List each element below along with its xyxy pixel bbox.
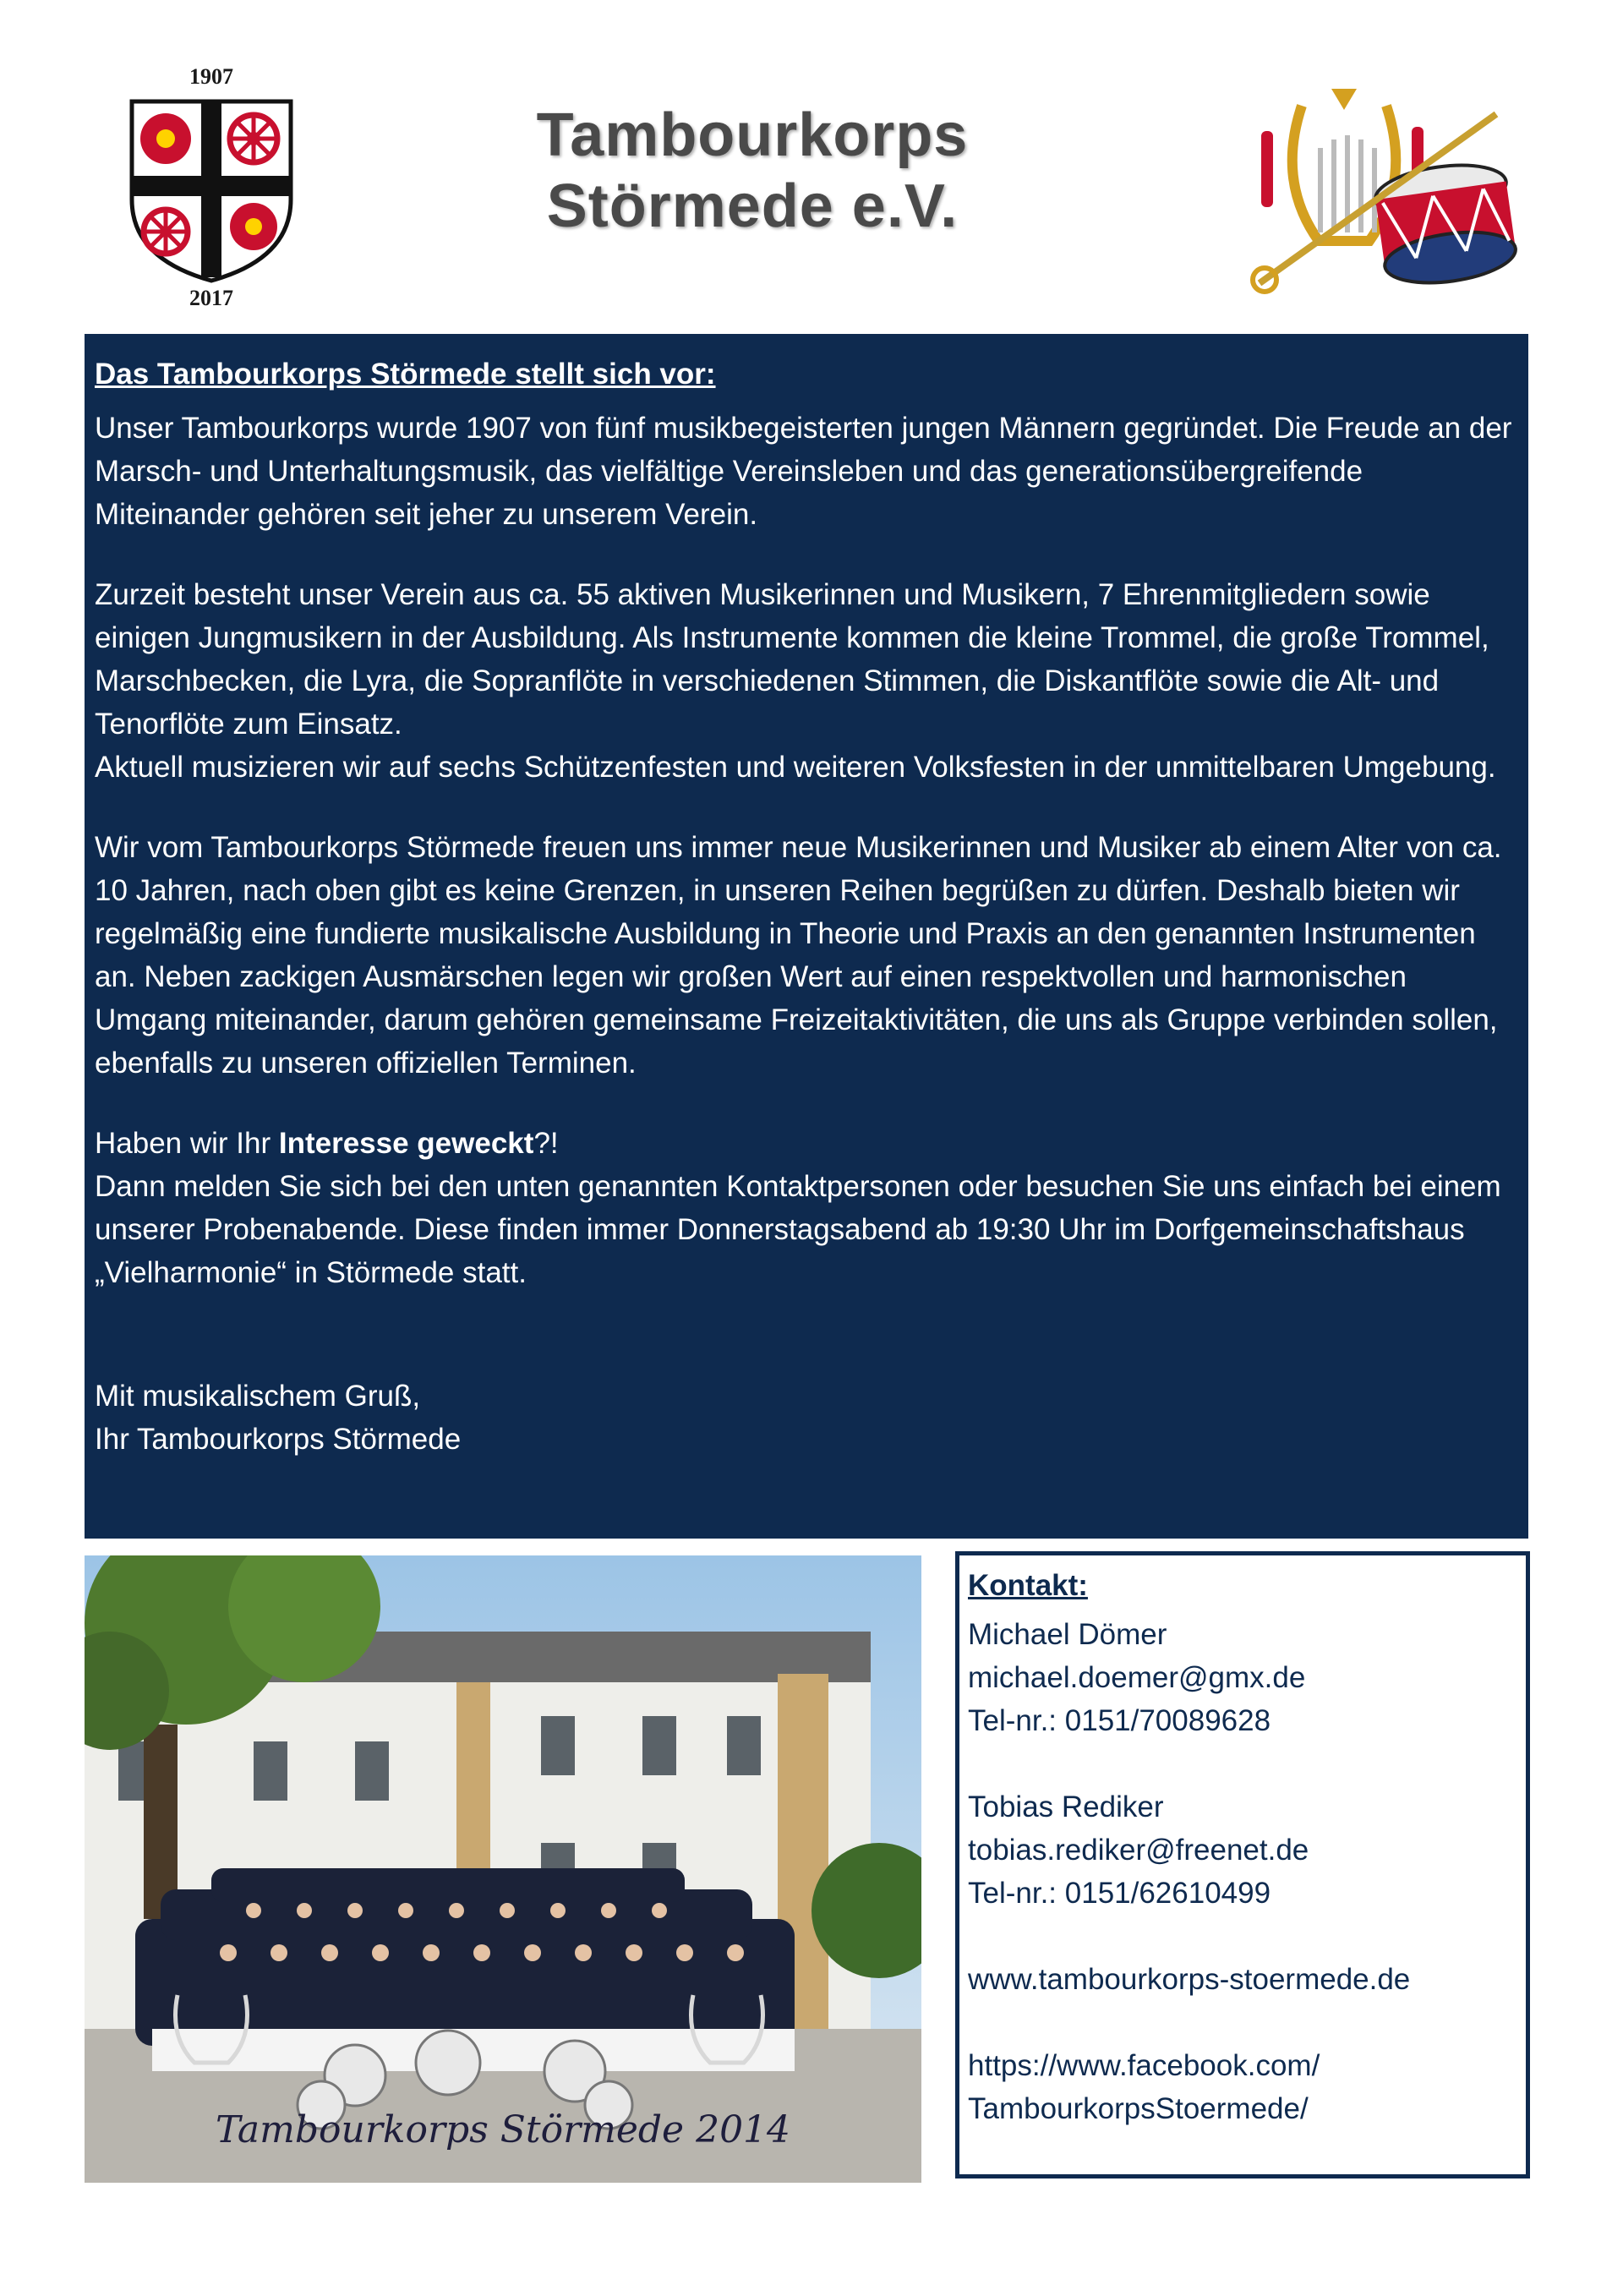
contact-person2-name: Tobias Rediker: [968, 1790, 1164, 1823]
coat-of-arms: [127, 59, 296, 313]
title-line-2: Störmede e.V.: [546, 172, 959, 240]
contact-website-link[interactable]: www.tambourkorps-stoermede.de: [968, 1963, 1411, 1996]
intro-paragraph-5: Dann melden Sie sich bei den unten genannten Kontaktpersonen oder besuchen Sie uns einfach bei einem unserer Probenabende. Diese finden immer Donnerstagsabend ab 19:30 Uhr im Dorfgemeinschaftshaus „Vielharmonie“ in Störmede statt.: [95, 1170, 1501, 1289]
contact-person1-phone: Tel-nr.: 0151/70089628: [968, 1704, 1271, 1737]
group-photo: [85, 1555, 921, 2183]
intro-paragraph-2b: Aktuell musizieren wir auf sechs Schützenfesten und weiteren Volksfesten in der unmittelbaren Umgebung.: [95, 751, 1496, 784]
shield-icon: [127, 98, 296, 284]
intro-p4-post: ?!: [533, 1127, 559, 1160]
photo-caption: Tambourkorps Störmede 2014: [215, 2108, 791, 2151]
intro-section: [85, 334, 1528, 1539]
contact-person2-phone: Tel-nr.: 0151/62610499: [968, 1877, 1271, 1910]
lyra-drum-emblem-icon: [1243, 80, 1522, 309]
contact-facebook-link-line-1[interactable]: https://www.facebook.com/: [968, 2049, 1320, 2082]
intro-heading: Das Tambourkorps Störmede stellt sich vor:: [95, 358, 716, 391]
page-title: [448, 100, 1057, 242]
intro-paragraph-2a: Zurzeit besteht unser Verein aus ca. 55 aktiven Musikerinnen und Musikern, 7 Ehrenmitgliedern sowie einigen Jungmusikern in der Ausbildung. Als Instrumente kommen die kleine Trommel, die große Trommel, Marschbecken, die Lyra, die Sopranflöte in verschiedenen Stimmen, die Diskantflöte sowie die Alt- und Tenorflöte zum Einsatz.: [95, 578, 1489, 741]
intro-paragraph-3: Wir vom Tambourkorps Störmede freuen uns immer neue Musikerinnen und Musiker ab einem Alter von ca. 10 Jahren, nach oben gibt es keine Grenzen, in unseren Reihen begrüßen zu dürfen. Deshalb bieten wir regelmäßig eine fundierte musikalische Ausbildung in Theorie und Praxis an den genannten Instrumenten an. Neben zackigen Ausmärschen legen wir großen Wert auf einen respektvollen und harmonischen Umgang miteinander, darum gehören gemeinsame Freizeitaktivitäten, die uns als Gruppe verbinden sollen, ebenfalls zu unseren offiziellen Terminen.: [95, 831, 1502, 1080]
title-line-1: Tambourkorps: [536, 101, 969, 169]
crest-year-top: 1907: [189, 64, 233, 89]
intro-p4-pre: Haben wir Ihr: [95, 1127, 279, 1160]
intro-p4-bold: Interesse geweckt: [278, 1127, 534, 1160]
intro-paragraph-4: [95, 1122, 1518, 1165]
contact-person1-name: Michael Dömer: [968, 1618, 1167, 1651]
group-photo-illustration: [85, 1555, 921, 2183]
intro-paragraph-1: Unser Tambourkorps wurde 1907 von fünf musikbegeisterten jungen Männern gegründet. Die Freude an der Marsch- und Unterhaltungsmusik, das vielfältige Vereinsleben und das generationsübergreifende Miteinander gehören seit jeher zu unserem Verein.: [95, 412, 1512, 531]
contact-person1-email[interactable]: michael.doemer@gmx.de: [968, 1661, 1306, 1694]
contact-box: [955, 1551, 1530, 2178]
crest-year-bottom: 2017: [189, 286, 233, 310]
intro-closing-2: Ihr Tambourkorps Störmede: [95, 1423, 462, 1456]
contact-facebook-link-line-2[interactable]: TambourkorpsStoermede/: [968, 2092, 1309, 2125]
intro-closing-1: Mit musikalischem Gruß,: [95, 1380, 421, 1413]
contact-heading: Kontakt:: [968, 1569, 1088, 1602]
contact-person2-email[interactable]: tobias.rediker@freenet.de: [968, 1834, 1309, 1867]
